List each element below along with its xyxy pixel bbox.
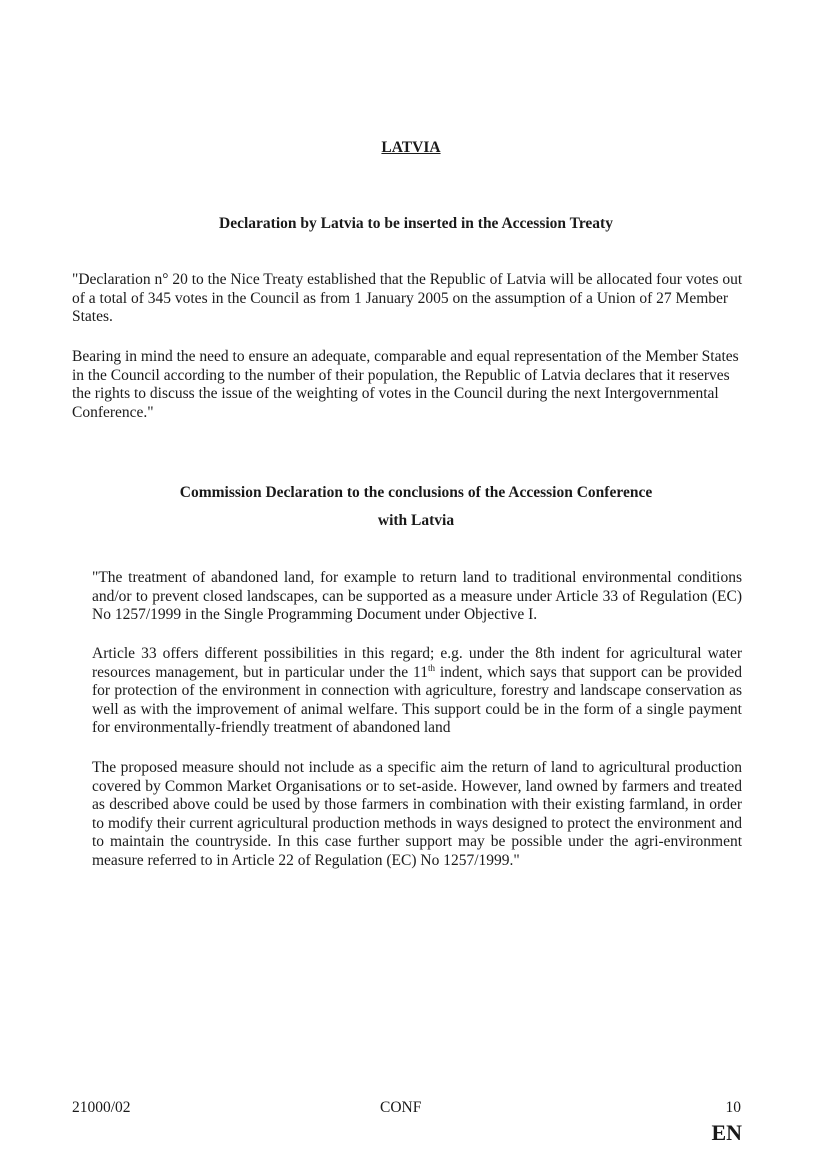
commission-paragraph-1: "The treatment of abandoned land, for example to return land to traditional environmental conditions and/or to prevent closed landscapes, can be supported as a measure under Article 33 of Regulation (EC) No 1257/1999 in the Single Programming Document under Objective I. [92,569,742,624]
commission-paragraph-2-text-b: indent, which says that support can be provided for protection of the environment in connection with agriculture, forestry and landscape conservation as well as with the improvement of animal welfare. This support could be in the form of a single payment for environmentally-friendly treatment of abandoned land [92,663,742,737]
ordinal-superscript: th [427,662,435,673]
footer-document-reference: 21000/02 [72,1099,131,1116]
commission-paragraph-2 [92,645,742,738]
section-heading-latvia-declaration: Declaration by Latvia to be inserted in the Accession Treaty [219,215,613,232]
page-title [0,139,832,158]
section-heading-commission-declaration-line2: with Latvia [377,512,455,529]
footer-page-number: 10 [725,1099,741,1116]
footer-classification: CONF [380,1099,422,1116]
section-heading-commission-declaration: Commission Declaration to the conclusions of the Accession Conference [179,484,653,501]
declaration-paragraph-1: "Declaration n° 20 to the Nice Treaty established that the Republic of Latvia will be allocated four votes out of a total of 345 votes in the Council as from 1 January 2005 on the assumption of a Union of 27 Member States. [72,271,743,326]
page-title-text: LATVIA [381,139,441,156]
commission-paragraph-2-text-a: Article 33 offers different possibilities in this regard; e.g. under the 8th indent for agricultural water resources management, but in particular under the 11 [92,645,742,681]
declaration-paragraph-2: Bearing in mind the need to ensure an adequate, comparable and equal representation of the Member States in the Council according to the number of their population, the Republic of Latvia declares that it reserves the rights to discuss the issue of the weighting of votes in the Council during the next Intergovernmental Conference." [72,348,739,421]
footer-language-code: EN [711,1120,742,1145]
commission-paragraph-3: The proposed measure should not include as a specific aim the return of land to agricultural production covered by Common Market Organisations or to set-aside. However, land owned by farmers and treated as described above could be used by those farmers in combination with their existing farmland, in order to modify their current agricultural production methods in ways designed to protect the environment and to maintain the countryside. In this case further support may be possible under the agri-environment measure referred to in Article 22 of Regulation (EC) No 1257/1999." [92,759,742,869]
